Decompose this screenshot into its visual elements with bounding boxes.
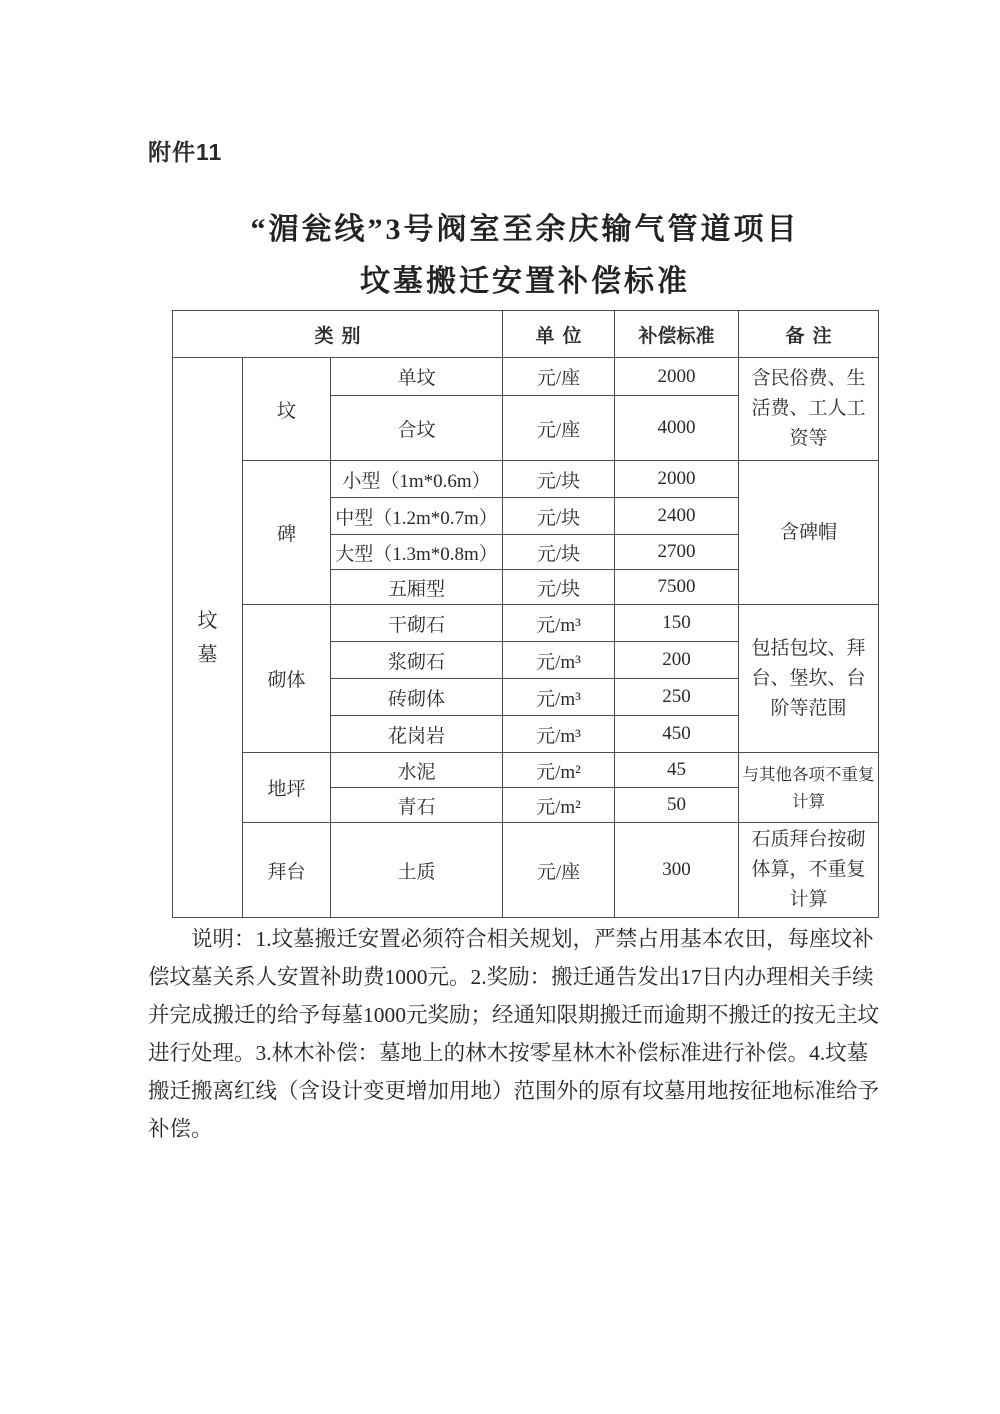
cell-item: 中型（1.2m*0.7m） [331, 498, 503, 535]
cell-remark: 含碑帽 [739, 461, 879, 605]
cell-unit: 元/块 [503, 498, 615, 535]
cell-item: 花岗岩 [331, 716, 503, 753]
table-row [173, 753, 879, 788]
cell-unit: 元/m² [503, 788, 615, 823]
table-row [173, 605, 879, 642]
header-remark: 备注 [739, 311, 879, 358]
cell-value: 4000 [615, 396, 739, 461]
cell-unit: 元/m³ [503, 642, 615, 679]
table-row [173, 823, 879, 918]
cell-item: 干砌石 [331, 605, 503, 642]
cell-unit: 元/座 [503, 396, 615, 461]
cell-value: 300 [615, 823, 739, 918]
cell-group-label: 碑 [243, 461, 331, 605]
cell-group-label: 地坪 [243, 753, 331, 823]
note-line: 并完成搬迁的给予每墓1000元奖励；经通知限期搬迁而逾期不搬迁的按无主坟 [148, 1003, 880, 1027]
title-line-1: “湄瓮线”3号阀室至余庆输气管道项目 [250, 213, 800, 246]
cell-unit: 元/m³ [503, 716, 615, 753]
note-line: 进行处理。3.林木补偿：墓地上的林木按零星林木补偿标准进行补偿。4.坟墓 [148, 1041, 869, 1065]
cell-group-label: 砌体 [243, 605, 331, 753]
document-title [172, 204, 878, 308]
cell-value: 2400 [615, 498, 739, 535]
cell-value: 200 [615, 642, 739, 679]
cell-unit: 元/块 [503, 535, 615, 570]
cell-value: 2000 [615, 358, 739, 396]
cell-item: 土质 [331, 823, 503, 918]
cell-value: 2700 [615, 535, 739, 570]
cell-value: 2000 [615, 461, 739, 498]
cell-item: 青石 [331, 788, 503, 823]
header-category: 类别 [173, 311, 503, 358]
cell-unit: 元/块 [503, 570, 615, 605]
table-row [173, 461, 879, 498]
cell-item: 合坟 [331, 396, 503, 461]
cell-unit: 元/m³ [503, 679, 615, 716]
table-header-row [173, 311, 879, 358]
cell-item: 小型（1m*0.6m） [331, 461, 503, 498]
cell-remark: 石质拜台按砌体算，不重复计算 [739, 823, 879, 918]
cell-group-label: 拜台 [243, 823, 331, 918]
cell-category-root [173, 358, 243, 918]
cell-item: 五厢型 [331, 570, 503, 605]
cell-unit: 元/m³ [503, 605, 615, 642]
attachment-label: 附件11 [148, 139, 223, 165]
category-root-label: 坟墓 [197, 609, 218, 666]
cell-item: 大型（1.3m*0.8m） [331, 535, 503, 570]
cell-value: 250 [615, 679, 739, 716]
cell-value: 150 [615, 605, 739, 642]
cell-remark: 与其他各项不重复计算 [739, 753, 879, 823]
compensation-table [172, 310, 879, 918]
cell-remark: 包括包坟、拜台、堡坎、台阶等范围 [739, 605, 879, 753]
cell-unit: 元/座 [503, 823, 615, 918]
cell-item: 砖砌体 [331, 679, 503, 716]
note-line: 偿坟墓关系人安置补助费1000元。2.奖励：搬迁通告发出17日内办理相关手续 [148, 965, 874, 989]
note-line: 补偿。 [148, 1117, 213, 1141]
cell-value: 50 [615, 788, 739, 823]
cell-unit: 元/m² [503, 753, 615, 788]
cell-value: 450 [615, 716, 739, 753]
header-unit: 单位 [503, 311, 615, 358]
cell-value: 45 [615, 753, 739, 788]
note-line: 说明：1.坟墓搬迁安置必须符合相关规划，严禁占用基本农田，每座坟补 [191, 927, 874, 951]
cell-unit: 元/块 [503, 461, 615, 498]
cell-value: 7500 [615, 570, 739, 605]
notes-paragraph [148, 920, 878, 1148]
header-standard: 补偿标准 [615, 311, 739, 358]
cell-remark: 含民俗费、生活费、工人工资等 [739, 358, 879, 461]
cell-item: 浆砌石 [331, 642, 503, 679]
cell-item: 单坟 [331, 358, 503, 396]
cell-unit: 元/座 [503, 358, 615, 396]
note-line: 搬迁搬离红线（含设计变更增加用地）范围外的原有坟墓用地按征地标准给予 [148, 1079, 880, 1103]
title-line-2: 坟墓搬迁安置补偿标准 [360, 265, 690, 298]
table-row [173, 358, 879, 396]
cell-item: 水泥 [331, 753, 503, 788]
cell-group-label: 坟 [243, 358, 331, 461]
